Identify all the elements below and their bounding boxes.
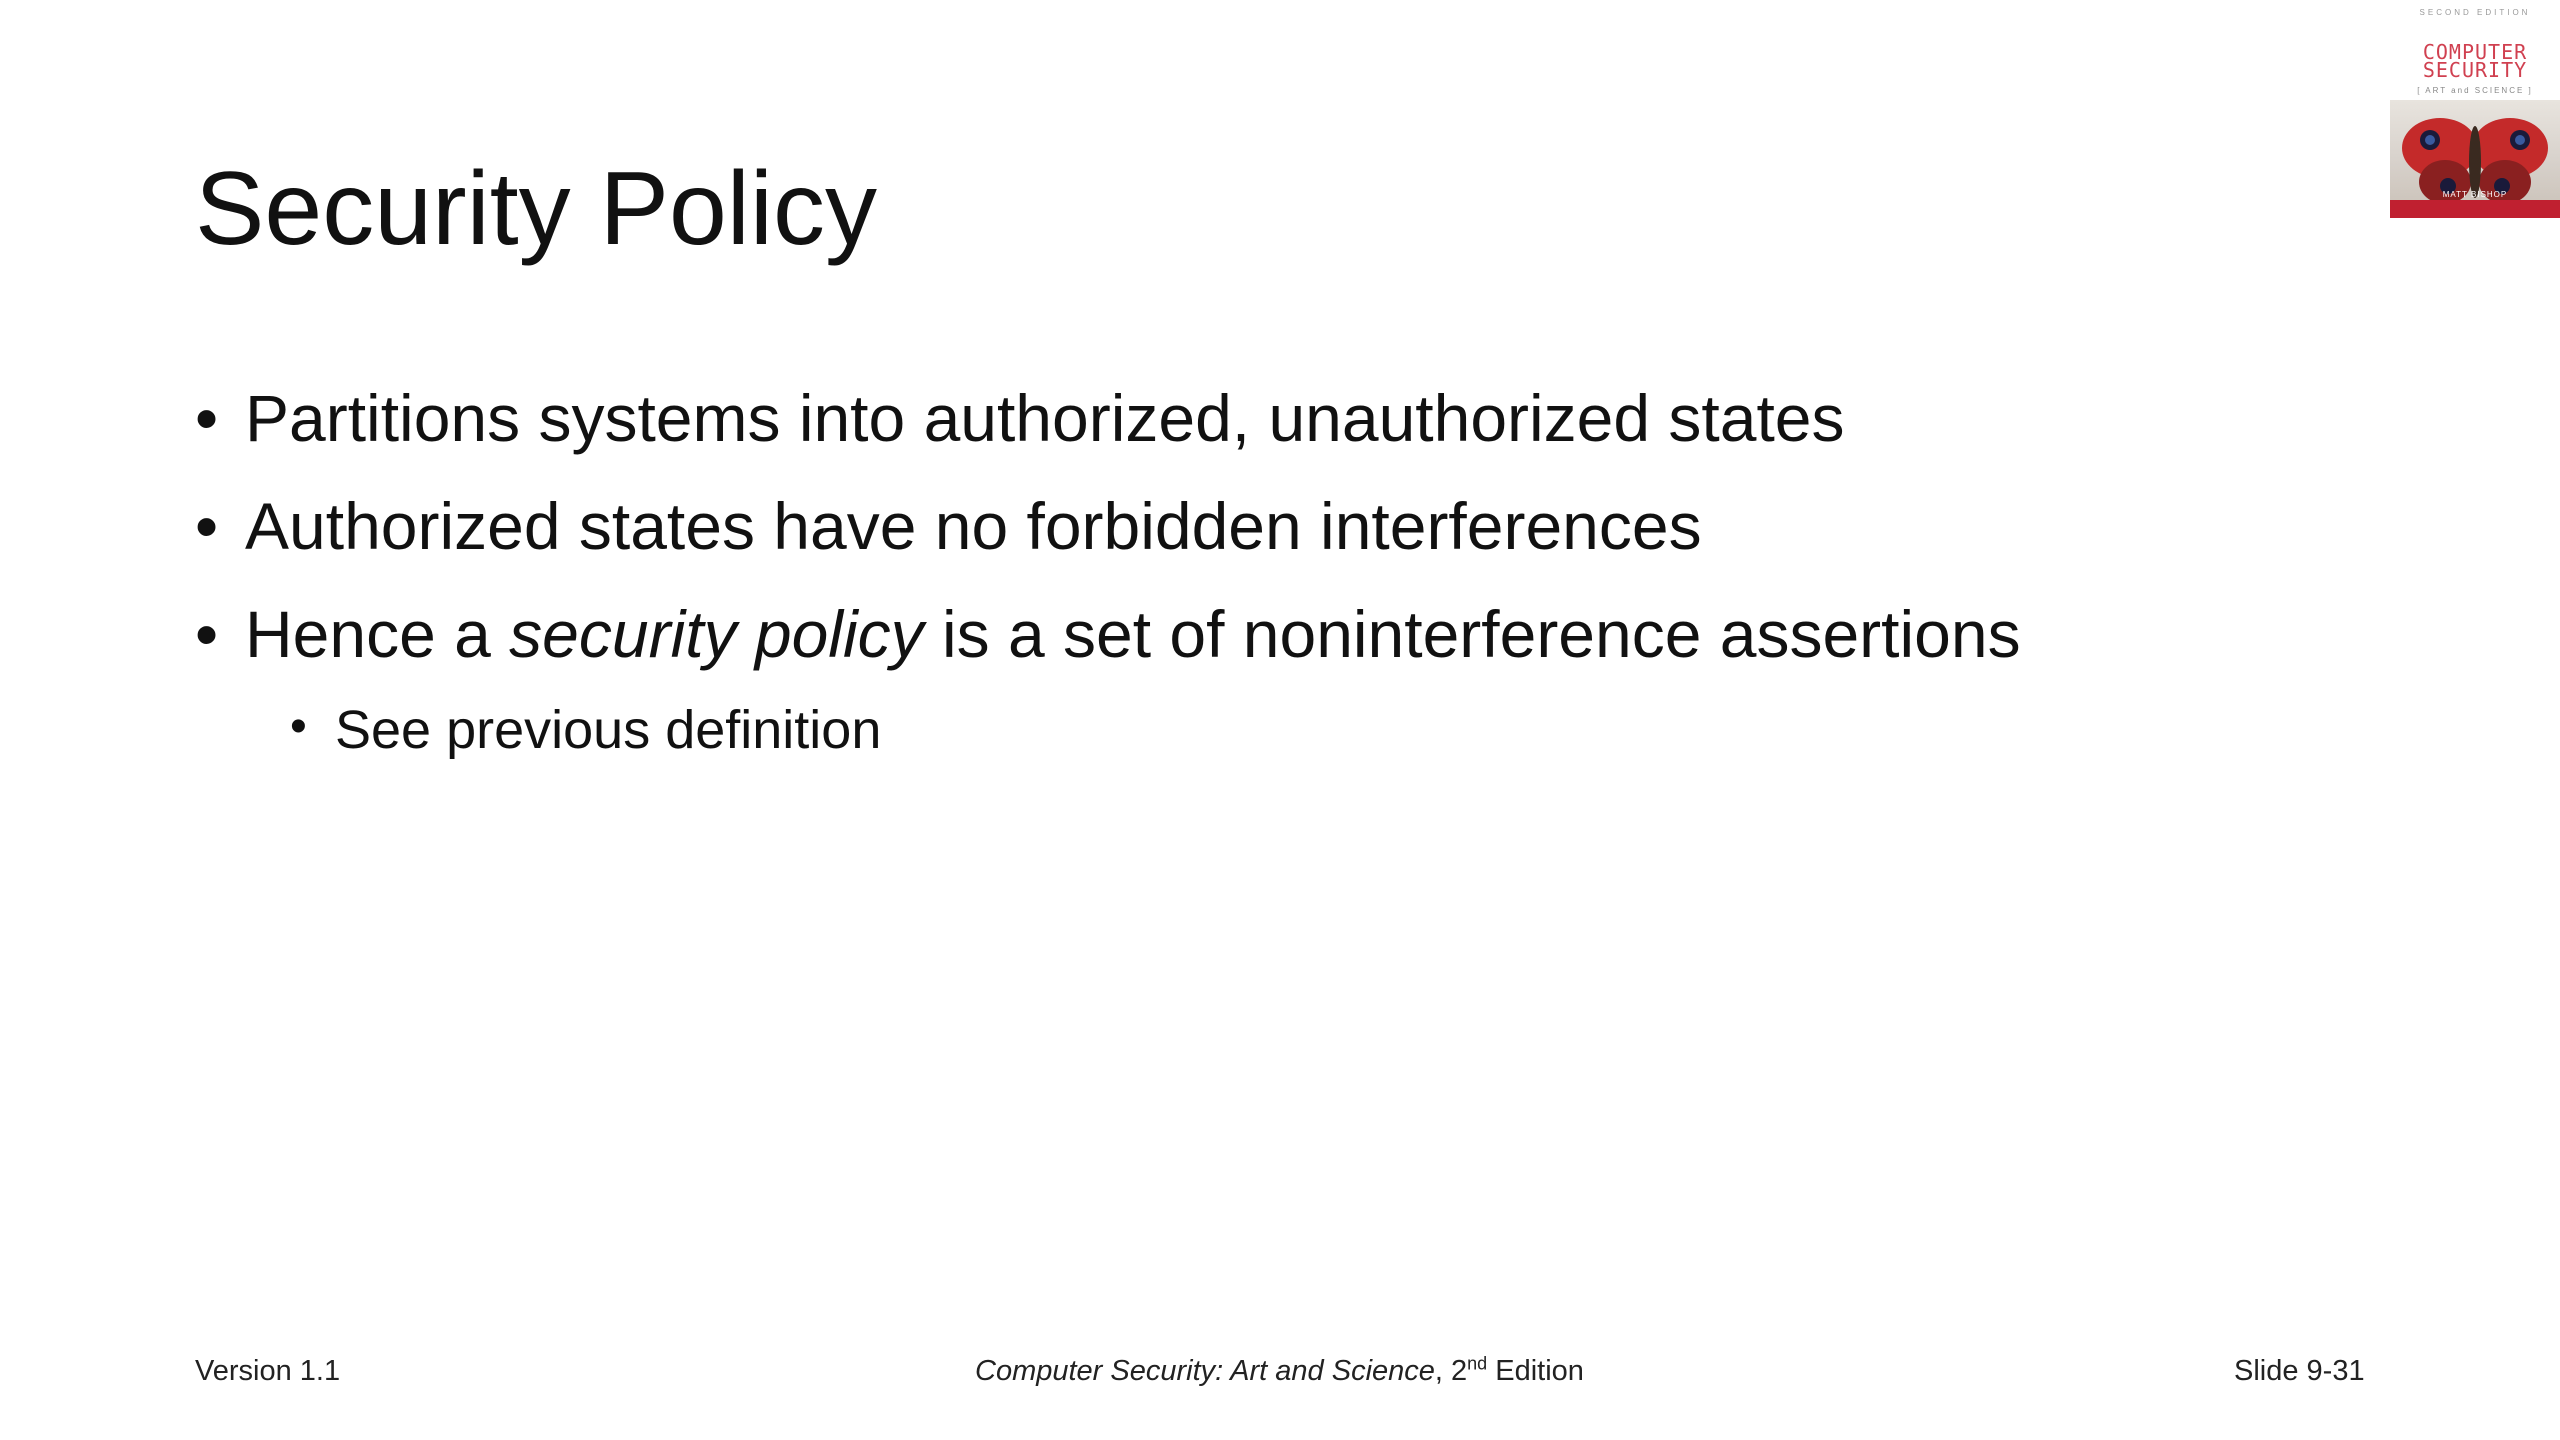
bullet-item xyxy=(195,489,2021,563)
bullet-item xyxy=(195,381,2021,455)
footer-edition-sup: nd xyxy=(1467,1353,1488,1374)
bullet-list xyxy=(195,381,2021,761)
cover-subtitle: [ ART and SCIENCE ] xyxy=(2417,86,2533,95)
footer-book-title-italic: Computer Security: Art and Science xyxy=(975,1355,1435,1387)
cover-edition: SECOND EDITION xyxy=(2419,8,2531,17)
slide-title: Security Policy xyxy=(195,151,877,267)
sub-bullet-item xyxy=(290,699,2021,761)
bullet-text-italic: security policy xyxy=(509,597,924,671)
sub-bullet-list xyxy=(195,699,2021,761)
cover-title-line2: SECURITY xyxy=(2422,58,2528,82)
cover-accent-bar xyxy=(2390,200,2560,218)
cover-author: MATT BISHOP xyxy=(2442,190,2508,199)
sub-bullet-container xyxy=(195,699,2021,761)
footer-slide-number: Slide 9-31 xyxy=(2234,1355,2365,1387)
bullet-dot: • xyxy=(195,489,219,563)
bullet-text: Partitions systems into authorized, unauthorized states xyxy=(245,381,1845,455)
book-cover xyxy=(2390,0,2560,220)
footer-book-title xyxy=(975,1355,1584,1388)
footer-book-title-sep: , 2 xyxy=(1434,1355,1468,1387)
bullet-text xyxy=(245,597,2021,671)
sub-bullet-text: See previous definition xyxy=(335,700,882,760)
bullet-dot: • xyxy=(195,381,219,455)
sub-bullet-dot: • xyxy=(290,700,307,753)
cover-title-line1: COMPUTER xyxy=(2422,40,2528,64)
bullet-text: Authorized states have no forbidden interferences xyxy=(245,489,1702,563)
footer-version: Version 1.1 xyxy=(195,1355,341,1387)
bullet-dot: • xyxy=(195,597,219,671)
footer-edition-rest: Edition xyxy=(1487,1355,1584,1387)
bullet-text-after: is a set of noninterference assertions xyxy=(923,597,2021,671)
bullet-item xyxy=(195,597,2021,671)
bullet-text-before: Hence a xyxy=(245,597,510,671)
